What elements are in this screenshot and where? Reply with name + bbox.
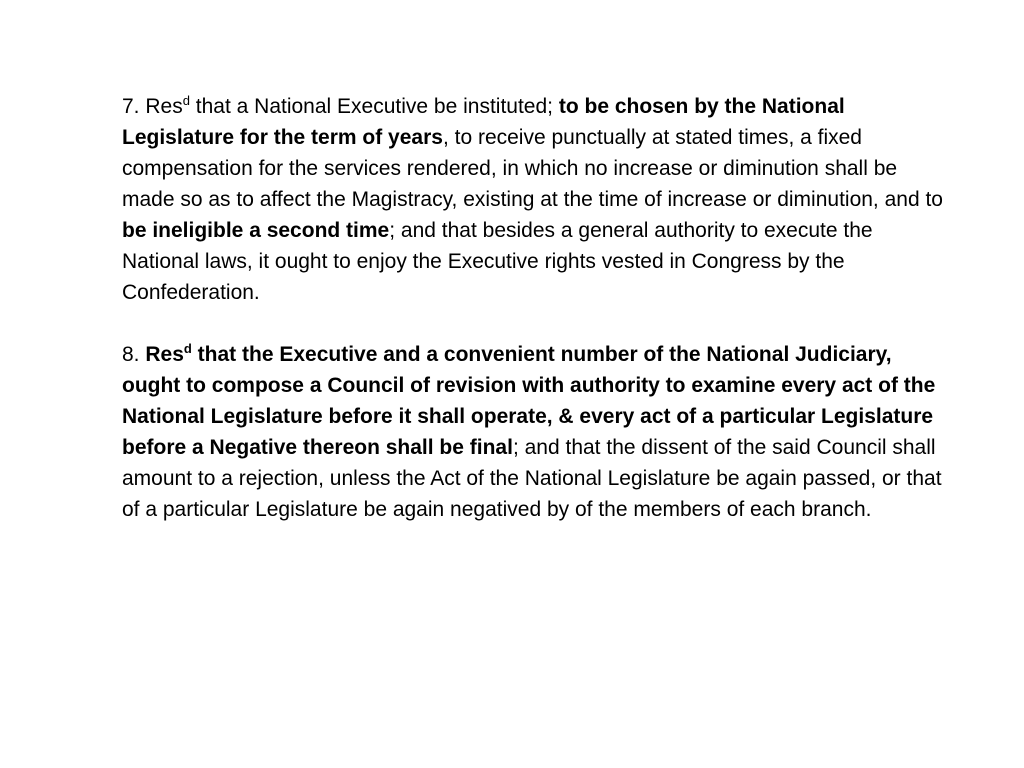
resolution-emphasis: that the Executive and a convenient number of the National Judiciary, ought to compose a Council of revision with authority to examine every act of the National Legislature before it shall operate, & every act of a particular Legislature before a Negative thereon shall be final — [122, 343, 936, 459]
slide-body — [122, 91, 952, 525]
resolution-text: ; and that the dissent of the said Council shall amount to a rejection, unless the Act of the National Legislature be again passed, or that of a particular Legislature be again negatived by of the members of each branch. — [122, 436, 942, 521]
resolved-abbrev: Res — [145, 95, 183, 118]
resolution-emphasis: be ineligible a second time — [122, 219, 390, 242]
resolution-emphasis: to be chosen by the National Legislature for the term of years — [122, 95, 845, 149]
resolution-text: , to receive punctually at stated times, a fixed compensation for the services rendered, in which no increase or diminution shall be made so as to affect the Magistracy, existing at the time of increase or diminution, and to — [122, 126, 943, 211]
resolved-abbrev: Res — [145, 343, 184, 366]
resolution-number: 7. — [122, 95, 140, 118]
resolution-text: ; and that besides a general authority to execute the National laws, it ought to enjoy the Executive rights vested in Congress by the Confederation. — [122, 219, 873, 304]
resolution-8 — [122, 339, 952, 525]
resolution-7 — [122, 91, 952, 308]
resolved-superscript: d — [182, 93, 190, 108]
resolution-text: that a National Executive be instituted; — [189, 95, 559, 118]
resolution-number: 8. — [122, 343, 140, 366]
resolved-superscript: d — [183, 341, 192, 356]
